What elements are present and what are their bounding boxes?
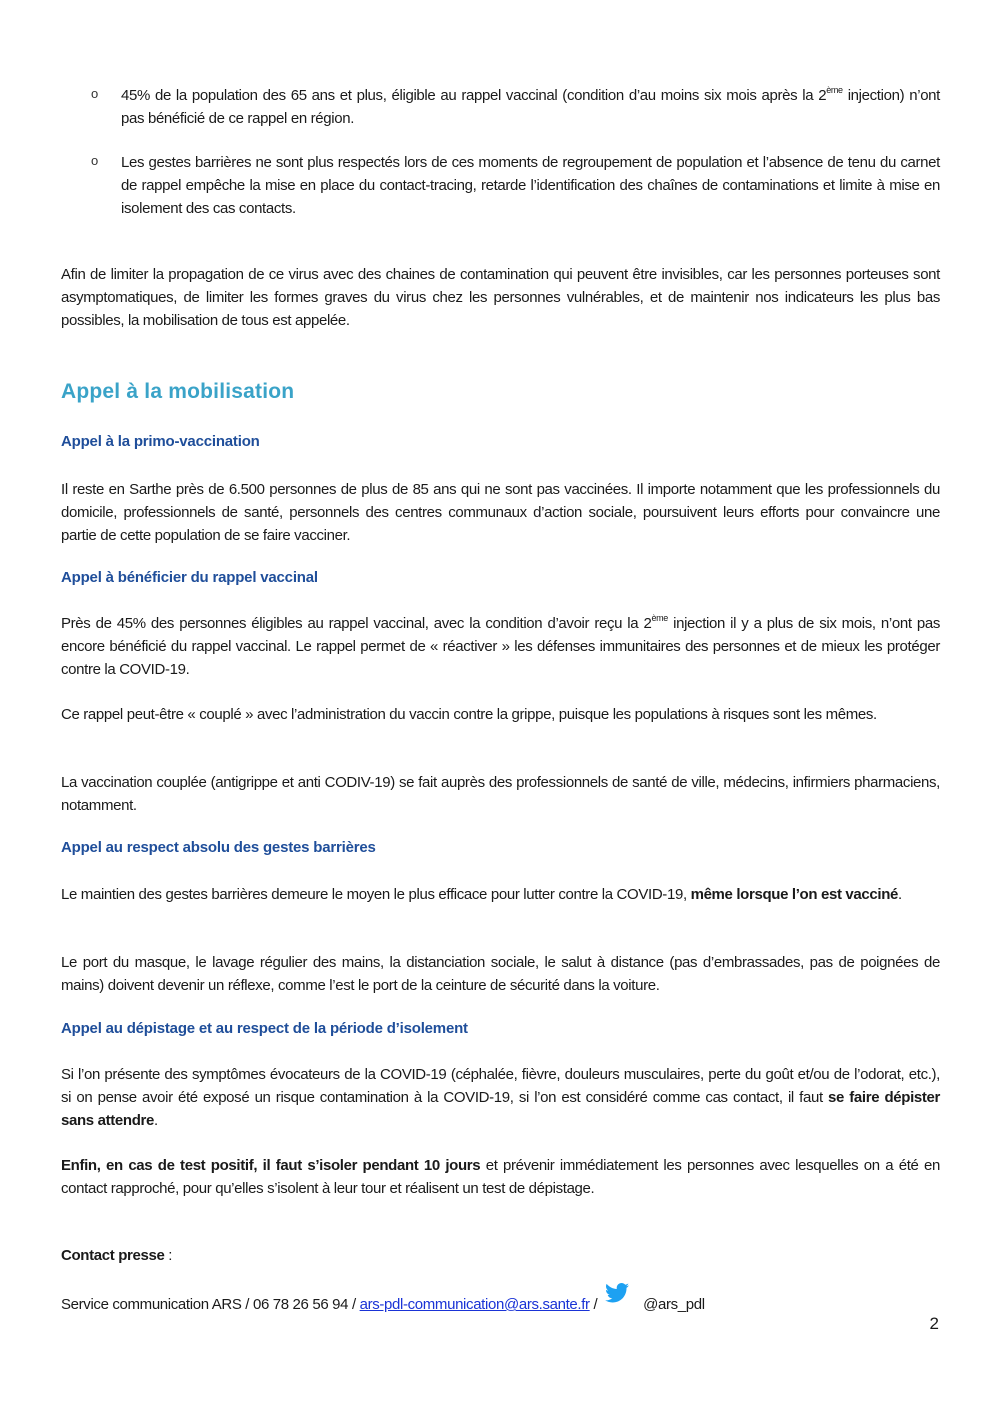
page-number: 2 bbox=[929, 1314, 939, 1333]
subsection-title-depistage: Appel au dépistage et au respect de la période d’isolement bbox=[61, 1020, 468, 1037]
bullet-text: injection) n’ont pas bénéficié de ce rappel en région. bbox=[121, 87, 940, 127]
paragraph-rappel-2: Ce rappel peut-être « couplé » avec l’administration du vaccin contre la grippe, puisque les populations à risques sont les mêmes. bbox=[61, 706, 877, 723]
superscript: ème bbox=[826, 85, 843, 95]
text: Le maintien des gestes barrières demeure le moyen le plus efficace pour lutter contre la COVID-19, bbox=[61, 886, 691, 903]
paragraph-gestes-1 bbox=[61, 883, 940, 906]
paragraph-depistage-2 bbox=[61, 1154, 940, 1200]
paragraph-gestes-2: Le port du masque, le lavage régulier des mains, la distanciation sociale, le salut à distance (pas d’embrassades, pas de poignées de mains) doivent devenir un réflexe, comme l’est le port de la ceinture de sécurité dans la voiture. bbox=[61, 954, 940, 994]
superscript: ème bbox=[651, 613, 668, 623]
subsection-title-gestes: Appel au respect absolu des gestes barrières bbox=[61, 839, 376, 856]
text: injection il y a plus de six mois, n’ont pas encore bénéficié du rappel vaccinal. Le rappel permet de « réactiver » les défenses immunitaires des personnes et de mieux les protéger contre la COVID-19. bbox=[61, 615, 940, 678]
contact-line bbox=[61, 1283, 940, 1316]
contact-label-line bbox=[61, 1244, 940, 1267]
bullet-item: Les gestes barrières ne sont plus respectés lors de ces moments de regroupement de population et l’absence de tenu du carnet de rappel empêche la mise en place du contact-tracing, retarde l’identification des chaînes de contaminations et limite à mise en isolement des cas contacts. bbox=[121, 154, 940, 217]
text: Près de 45% des personnes éligibles au rappel vaccinal, avec la condition d’avoir reçu la 2 bbox=[61, 615, 652, 632]
text: Si l’on présente des symptômes évocateurs de la COVID-19 (céphalée, fièvre, douleurs musculaires, perte du goût et/ou de l’odorat, etc.), si on pense avoir été exposé un risque contamination à la COVID-19, si l’on est considéré comme cas contact, il faut bbox=[61, 1066, 940, 1106]
subsection-title-primo: Appel à la primo-vaccination bbox=[61, 433, 260, 450]
bullet-marker: o bbox=[91, 153, 99, 168]
twitter-handle[interactable]: @ars_pdl bbox=[643, 1296, 705, 1313]
twitter-bird-icon[interactable] bbox=[605, 1283, 629, 1303]
intro-paragraph: Afin de limiter la propagation de ce virus avec des chaines de contamination qui peuvent être invisibles, car les personnes porteuses sont asymptomatiques, de limiter les formes graves du virus chez les personnes vulnérables, et de maintenir nos indicateurs les plus bas possibles, la mobilisation de tous est appelée. bbox=[61, 266, 940, 329]
paragraph-primo: Il reste en Sarthe près de 6.500 personnes de plus de 85 ans qui ne sont pas vaccinées. Il importe notamment que les professionnels du domicile, professionnels de santé, personnels des centres communaux d’action sociale, poursuivent leurs efforts pour convaincre une partie de cette population de se faire vacciner. bbox=[61, 481, 940, 544]
text: et prévenir immédiatement les personnes avec lesquelles on a été en contact rapproché, pour qu’elles s’isolent à leur tour et réalisent un test de dépistage. bbox=[61, 1157, 940, 1197]
bold-text: Enfin, en cas de test positif, il faut s’isoler pendant 10 jours bbox=[61, 1157, 481, 1174]
contact-label: Contact presse bbox=[61, 1247, 165, 1264]
text: . bbox=[154, 1112, 158, 1129]
bullet-marker: o bbox=[91, 86, 99, 101]
bold-text: même lorsque l’on est vacciné bbox=[690, 886, 899, 903]
paragraph-rappel-3: La vaccination couplée (antigrippe et anti CODIV-19) se fait auprès des professionnels de santé de ville, médecins, infirmiers pharmaciens, notamment. bbox=[61, 774, 940, 814]
bullet-item bbox=[121, 84, 940, 130]
paragraph-depistage-1 bbox=[61, 1063, 940, 1132]
text: . bbox=[898, 886, 902, 903]
text: : bbox=[164, 1247, 173, 1264]
bullet-text: 45% de la population des 65 ans et plus, éligible au rappel vaccinal (condition d’au moins six mois après la 2 bbox=[121, 87, 827, 104]
subsection-title-rappel: Appel à bénéficier du rappel vaccinal bbox=[61, 569, 318, 586]
section-title: Appel à la mobilisation bbox=[61, 380, 295, 403]
text: / bbox=[589, 1296, 602, 1313]
paragraph-rappel-1 bbox=[61, 612, 940, 681]
contact-service: Service communication ARS / 06 78 26 56 94 / bbox=[61, 1296, 360, 1313]
bold-text: se faire dépister sans attendre bbox=[61, 1089, 941, 1129]
email-link[interactable]: ars-pdl-communication@ars.sante.fr bbox=[359, 1296, 590, 1313]
